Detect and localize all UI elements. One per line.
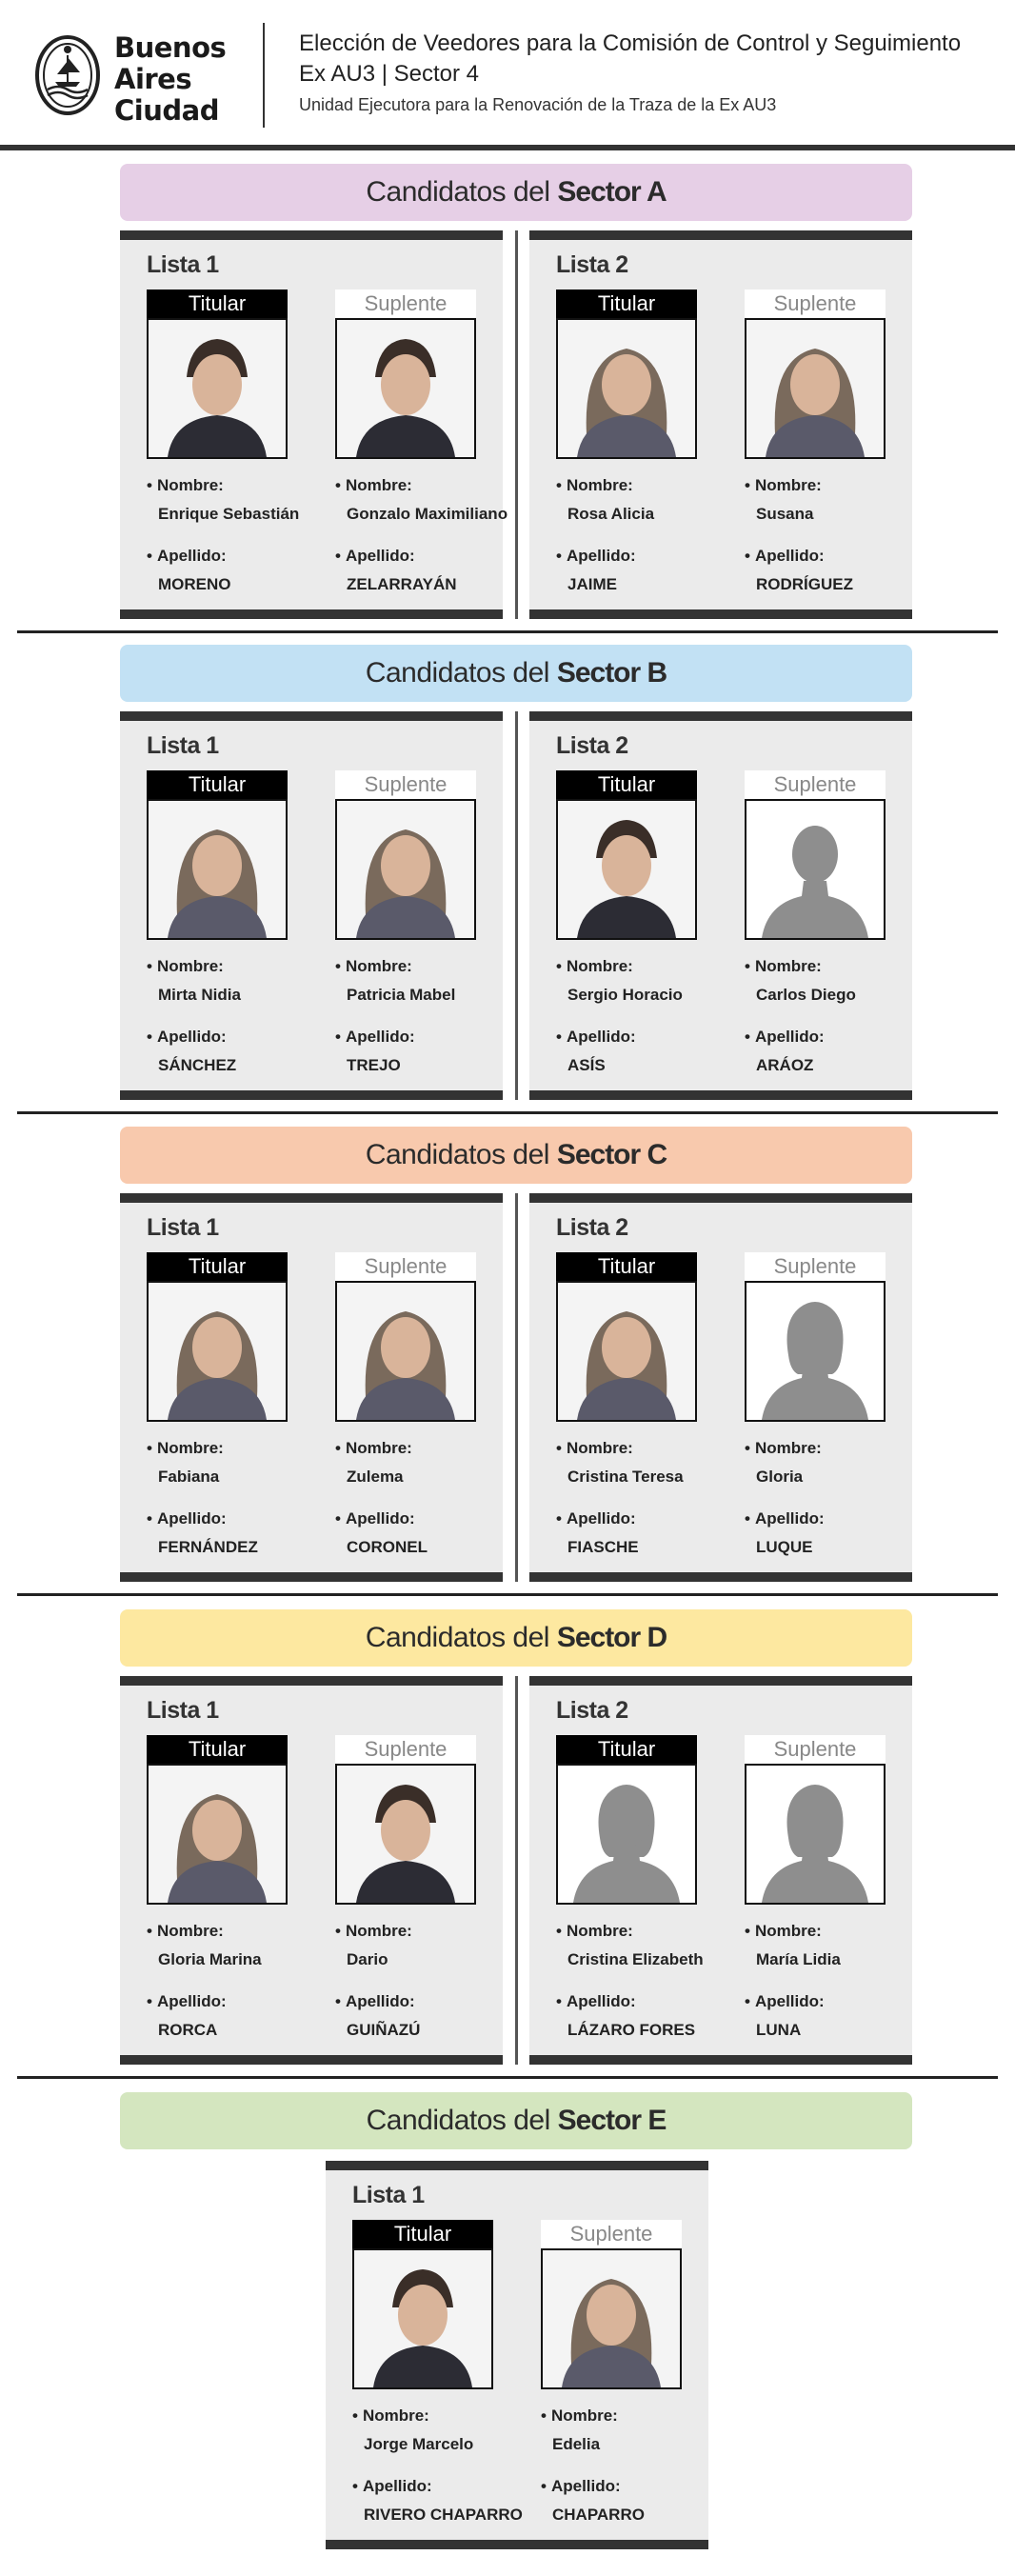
panel-top-bar <box>529 1193 912 1203</box>
candidate-photo <box>541 2248 682 2389</box>
lista-label: Lista 2 <box>556 1697 628 1724</box>
field-label: • Nombre: <box>147 476 224 494</box>
role-label-titular: Titular <box>147 1735 288 1764</box>
field-apellido <box>147 1509 258 1557</box>
panel-bottom-bar <box>120 2055 503 2065</box>
role-label-suplente: Suplente <box>335 770 476 799</box>
lista-panel <box>120 1193 503 1582</box>
field-label: • Nombre: <box>556 1922 633 1940</box>
panel-bottom-bar <box>120 609 503 619</box>
sector-rule <box>17 1111 998 1114</box>
candidate-card-suplente <box>745 290 886 593</box>
panel-top-bar <box>120 1193 503 1203</box>
field-value-apellido: FIASCHE <box>567 1538 639 1556</box>
title-line-1: Elección de Veedores para la Comisión de Control y Seguimiento <box>299 30 962 56</box>
field-value-nombre: Gonzalo Maximiliano <box>347 505 508 523</box>
field-apellido <box>147 547 231 594</box>
field-value-nombre: Enrique Sebastián <box>158 505 300 523</box>
field-value-apellido: CORONEL <box>347 1538 428 1556</box>
candidate-card-titular <box>147 1735 288 2039</box>
lista-label: Lista 1 <box>352 2182 425 2208</box>
lista-panel <box>120 1676 503 2065</box>
panel-top-bar <box>120 711 503 721</box>
field-value-nombre: Gloria Marina <box>158 1950 262 1968</box>
field-label: • Nombre: <box>556 476 633 494</box>
field-value-apellido: JAIME <box>567 575 617 593</box>
field-nombre <box>556 1439 684 1487</box>
field-value-apellido: ASÍS <box>567 1056 606 1074</box>
field-apellido <box>745 547 853 594</box>
role-label-titular: Titular <box>556 770 697 799</box>
field-apellido <box>745 1992 825 2040</box>
field-label: • Apellido: <box>335 1028 415 1046</box>
field-value-apellido: GUIÑAZÚ <box>347 2021 421 2039</box>
field-label: • Apellido: <box>556 1028 636 1046</box>
field-nombre <box>556 957 683 1005</box>
field-apellido <box>335 1028 415 1075</box>
candidate-card-suplente <box>745 1252 886 1556</box>
logo-line: Buenos <box>114 31 227 64</box>
lista-label: Lista 2 <box>556 1214 628 1241</box>
field-label: • Nombre: <box>335 1439 412 1457</box>
banner-sector-name: Sector B <box>556 657 667 689</box>
field-label: • Apellido: <box>745 1992 825 2010</box>
panel-top-bar <box>120 1676 503 1686</box>
role-label-titular: Titular <box>147 290 288 318</box>
candidate-photo <box>745 318 886 459</box>
field-value-apellido: LÁZARO FORES <box>567 2021 696 2039</box>
field-value-apellido: ZELARRAYÁN <box>347 575 457 593</box>
candidate-photo <box>556 1281 697 1422</box>
field-apellido <box>556 1028 636 1075</box>
candidate-card-suplente <box>335 1735 476 2039</box>
field-value-apellido: LUNA <box>756 2021 802 2039</box>
field-apellido <box>335 547 457 594</box>
field-label: • Apellido: <box>745 1509 825 1528</box>
candidate-photo <box>556 799 697 940</box>
candidate-card-titular <box>147 770 288 1074</box>
field-label: • Apellido: <box>147 1509 227 1528</box>
banner-prefix: Candidatos del <box>366 2105 550 2136</box>
field-apellido <box>556 1509 639 1557</box>
field-label: • Nombre: <box>745 476 822 494</box>
panel-bottom-bar <box>326 2540 708 2549</box>
panel-top-bar <box>529 1676 912 1686</box>
panel-bottom-bar <box>529 1090 912 1100</box>
field-value-nombre: Rosa Alicia <box>567 505 655 523</box>
banner-prefix: Candidatos del <box>365 1139 549 1170</box>
field-value-apellido: CHAPARRO <box>552 2506 645 2524</box>
candidate-card-titular <box>147 290 300 593</box>
candidate-card-suplente <box>745 770 886 1074</box>
field-label: • Apellido: <box>745 1028 825 1046</box>
lista-label: Lista 1 <box>147 1697 219 1724</box>
banner-prefix: Candidatos del <box>365 1622 549 1653</box>
lista-panel <box>120 711 503 1100</box>
avatar-placeholder-icon <box>556 1764 697 1905</box>
field-nombre <box>745 957 856 1005</box>
panel-bottom-bar <box>120 1572 503 1582</box>
field-value-nombre: Dario <box>347 1950 388 1968</box>
header-divider <box>263 23 265 128</box>
field-nombre <box>556 476 654 524</box>
candidate-card-titular <box>556 770 697 1074</box>
candidate-photo <box>147 1281 288 1422</box>
sector-banner <box>120 164 912 221</box>
page-subtitle: Unidad Ejecutora para la Renovación de la Traza de la Ex AU3 <box>299 95 777 114</box>
field-apellido <box>147 1028 236 1075</box>
buenos-aires-seal-icon <box>34 34 101 116</box>
field-label: • Nombre: <box>745 957 822 975</box>
field-value-nombre: Cristina Teresa <box>567 1468 684 1486</box>
field-value-nombre: Gloria <box>756 1468 804 1486</box>
field-nombre <box>556 1922 704 1969</box>
candidate-photo <box>335 318 476 459</box>
candidate-photo <box>147 1764 288 1905</box>
lista-divider <box>515 230 518 619</box>
field-apellido <box>556 1992 695 2040</box>
field-label: • Apellido: <box>147 1992 227 2010</box>
field-label: • Nombre: <box>335 1922 412 1940</box>
page-title <box>299 29 961 90</box>
field-value-apellido: SÁNCHEZ <box>158 1056 237 1074</box>
field-value-nombre: Susana <box>756 505 814 523</box>
panel-top-bar <box>529 711 912 721</box>
field-label: • Nombre: <box>556 957 633 975</box>
field-label: • Nombre: <box>147 1439 224 1457</box>
header-rule <box>0 145 1015 150</box>
role-label-titular: Titular <box>556 1252 697 1281</box>
page-header <box>0 0 1015 143</box>
field-label: • Nombre: <box>745 1922 822 1940</box>
field-apellido <box>147 1992 227 2040</box>
field-nombre <box>745 1439 822 1487</box>
field-label: • Apellido: <box>556 547 636 565</box>
field-nombre <box>147 957 241 1005</box>
banner-sector-name: Sector A <box>557 176 667 208</box>
field-label: • Apellido: <box>541 2477 621 2495</box>
avatar-placeholder-icon <box>745 799 886 940</box>
field-value-nombre: Mirta Nidia <box>158 986 241 1004</box>
candidate-photo <box>352 2248 493 2389</box>
field-label: • Apellido: <box>352 2477 432 2495</box>
field-value-apellido: MORENO <box>158 575 231 593</box>
candidate-card-suplente <box>335 290 508 593</box>
lista-label: Lista 1 <box>147 251 219 278</box>
panel-top-bar <box>326 2161 708 2170</box>
lista-label: Lista 2 <box>556 251 628 278</box>
panel-bottom-bar <box>529 1572 912 1582</box>
candidate-card-titular <box>556 290 697 593</box>
candidate-card-titular <box>556 1735 704 2039</box>
field-label: • Nombre: <box>147 1922 224 1940</box>
candidate-photo <box>556 318 697 459</box>
field-nombre <box>147 1922 262 1969</box>
candidate-photo <box>147 799 288 940</box>
field-label: • Nombre: <box>556 1439 633 1457</box>
field-apellido <box>352 2477 523 2525</box>
lista-label: Lista 1 <box>147 732 219 759</box>
field-apellido <box>335 1509 428 1557</box>
role-label-titular: Titular <box>147 770 288 799</box>
role-label-suplente: Suplente <box>335 1252 476 1281</box>
banner-sector-name: Sector C <box>556 1139 667 1170</box>
field-value-nombre: María Lidia <box>756 1950 841 1968</box>
sector-rule <box>17 630 998 633</box>
field-value-apellido: RORCA <box>158 2021 218 2039</box>
role-label-suplente: Suplente <box>745 290 886 318</box>
field-value-nombre: Patricia Mabel <box>347 986 456 1004</box>
field-value-nombre: Jorge Marcelo <box>364 2435 474 2453</box>
field-apellido <box>745 1509 825 1557</box>
banner-sector-name: Sector E <box>557 2105 667 2136</box>
lista-divider <box>515 1193 518 1582</box>
candidate-card-titular <box>352 2220 523 2524</box>
candidate-photo <box>335 799 476 940</box>
sector-banner <box>120 1127 912 1184</box>
role-label-suplente: Suplente <box>541 2220 682 2248</box>
panel-bottom-bar <box>529 2055 912 2065</box>
field-label: • Apellido: <box>147 547 227 565</box>
field-label: • Nombre: <box>335 957 412 975</box>
role-label-suplente: Suplente <box>745 1735 886 1764</box>
title-line-2: Ex AU3 | Sector 4 <box>299 61 479 87</box>
field-label: • Apellido: <box>745 547 825 565</box>
banner-prefix: Candidatos del <box>365 657 549 689</box>
sector-banner <box>120 2092 912 2149</box>
panel-top-bar <box>529 230 912 240</box>
lista-label: Lista 2 <box>556 732 628 759</box>
lista-panel <box>326 2161 708 2549</box>
banner-sector-name: Sector D <box>556 1622 667 1653</box>
field-apellido <box>745 1028 825 1075</box>
panel-bottom-bar <box>529 609 912 619</box>
candidate-photo <box>147 318 288 459</box>
lista-divider <box>515 1676 518 2065</box>
field-label: • Nombre: <box>147 957 224 975</box>
field-value-nombre: Cristina Elizabeth <box>567 1950 704 1968</box>
field-apellido <box>541 2477 645 2525</box>
candidate-card-suplente <box>335 1252 476 1556</box>
field-label: • Apellido: <box>335 1509 415 1528</box>
sector-rule <box>17 1593 998 1596</box>
field-nombre <box>352 2406 473 2454</box>
field-label: • Nombre: <box>335 476 412 494</box>
avatar-placeholder-icon <box>745 1764 886 1905</box>
field-nombre <box>335 1922 412 1969</box>
candidate-card-suplente <box>745 1735 886 2039</box>
field-value-apellido: FERNÁNDEZ <box>158 1538 258 1556</box>
field-value-nombre: Edelia <box>552 2435 601 2453</box>
candidate-card-suplente <box>541 2220 682 2524</box>
field-label: • Nombre: <box>541 2406 618 2425</box>
field-nombre <box>745 1922 841 1969</box>
field-value-apellido: TREJO <box>347 1056 401 1074</box>
field-label: • Apellido: <box>335 1992 415 2010</box>
logo-line: Aires <box>114 63 192 95</box>
candidate-card-titular <box>556 1252 697 1556</box>
lista-divider <box>515 711 518 1100</box>
logo-line: Ciudad <box>114 94 219 127</box>
candidate-photo <box>335 1764 476 1905</box>
lista-panel <box>529 1676 912 2065</box>
field-value-apellido: ARÁOZ <box>756 1056 814 1074</box>
candidate-card-titular <box>147 1252 288 1556</box>
role-label-titular: Titular <box>556 290 697 318</box>
lista-label: Lista 1 <box>147 1214 219 1241</box>
field-value-nombre: Zulema <box>347 1468 404 1486</box>
role-label-titular: Titular <box>556 1735 697 1764</box>
candidate-photo <box>335 1281 476 1422</box>
banner-prefix: Candidatos del <box>366 176 550 208</box>
sector-banner <box>120 1609 912 1667</box>
lista-panel <box>529 1193 912 1582</box>
role-label-suplente: Suplente <box>335 290 476 318</box>
field-value-apellido: RIVERO CHAPARRO <box>364 2506 523 2524</box>
field-nombre <box>147 476 299 524</box>
candidate-card-suplente <box>335 770 476 1074</box>
avatar-placeholder-icon <box>745 1281 886 1422</box>
field-value-nombre: Carlos Diego <box>756 986 856 1004</box>
role-label-suplente: Suplente <box>745 770 886 799</box>
role-label-titular: Titular <box>147 1252 288 1281</box>
field-nombre <box>335 1439 412 1487</box>
role-label-suplente: Suplente <box>745 1252 886 1281</box>
field-nombre <box>147 1439 224 1487</box>
field-value-nombre: Sergio Horacio <box>567 986 683 1004</box>
field-label: • Nombre: <box>745 1439 822 1457</box>
field-nombre <box>335 957 455 1005</box>
field-label: • Apellido: <box>556 1509 636 1528</box>
panel-top-bar <box>120 230 503 240</box>
panel-bottom-bar <box>120 1090 503 1100</box>
field-label: • Apellido: <box>556 1992 636 2010</box>
field-label: • Apellido: <box>335 547 415 565</box>
lista-panel <box>529 711 912 1100</box>
sector-rule <box>17 2076 998 2079</box>
field-nombre <box>335 476 508 524</box>
field-nombre <box>541 2406 618 2454</box>
field-label: • Nombre: <box>352 2406 429 2425</box>
role-label-titular: Titular <box>352 2220 493 2248</box>
sector-banner <box>120 645 912 702</box>
field-label: • Apellido: <box>147 1028 227 1046</box>
logo-wordmark <box>114 32 226 127</box>
field-value-apellido: LUQUE <box>756 1538 813 1556</box>
lista-panel <box>120 230 508 619</box>
field-apellido <box>556 547 636 594</box>
lista-panel <box>529 230 912 619</box>
field-apellido <box>335 1992 420 2040</box>
field-value-nombre: Fabiana <box>158 1468 220 1486</box>
field-value-apellido: RODRÍGUEZ <box>756 575 853 593</box>
role-label-suplente: Suplente <box>335 1735 476 1764</box>
field-nombre <box>745 476 822 524</box>
